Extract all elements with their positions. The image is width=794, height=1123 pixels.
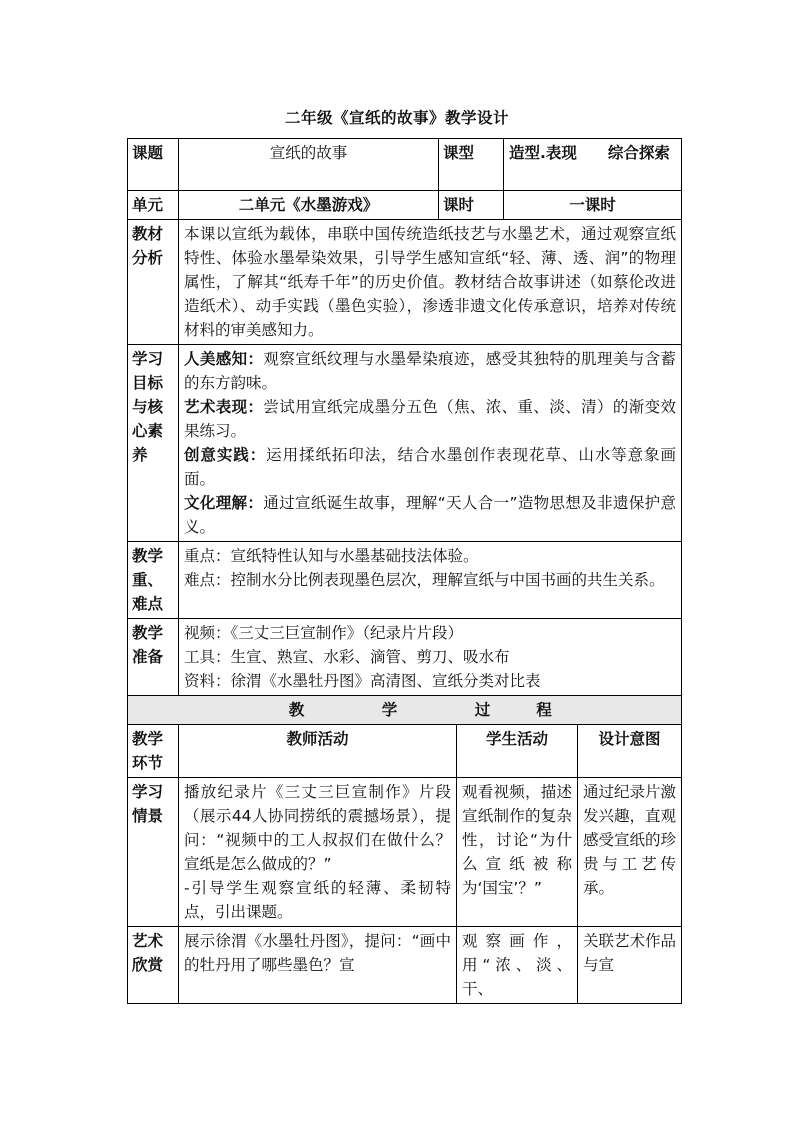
goals-list [179,345,682,542]
hours-label: 课时 [439,191,504,220]
prep-item: 工具：生宣、熟宣、水彩、滴管、剪刀、吸水布 [184,648,510,666]
analysis-text: 本课以宣纸为载体，串联中国传统造纸技艺与水墨艺术，通过观察宣纸特性、体验水墨晕染效果，引导学生感知宣纸“轻、薄、透、润”的物理属性，了解其“纸寿千年”的历史价值。教材结合故事讲述（如蔡伦改进造纸术）、动手实践（墨色实验），渗透非遗文化传承意识，培养对传统材料的审美感知力。 [179,220,682,345]
goals-label: 学习目标与核心素养 [128,345,179,542]
topic-value: 宣纸的故事 [179,139,439,191]
table-row [128,778,682,927]
goal-item: 文化理解：通过宣纸诞生故事，理解“天人合一”造物思想及非遗保护意义。 [184,494,677,536]
analysis-row [128,220,682,345]
process-title: 教 学 过 程 [128,696,682,725]
student-cell: 观察画作，用“浓、淡、干、 [457,927,578,1004]
topic-row [128,139,682,191]
unit-row [128,191,682,220]
intent-cell: 关联艺术作品与宣 [578,927,682,1004]
teacher-cell: 播放纪录片《三丈三巨宣制作》片段（展示44人协同捞纸的震撼场景），提问：“视频中的工人叔叔们在做什么？宣纸是怎么做成的？” -引导学生观察宣纸的轻薄、柔韧特点，引出课题。 [179,778,457,927]
keypoints-text [179,542,682,619]
page-title: 二年级《宣纸的故事》教学设计 [284,109,509,127]
type-value: 造型.表现 综合探索 [504,139,682,191]
stage-cell: 艺术欣赏 [128,927,179,1004]
prep-list [179,619,682,696]
intent-header: 设计意图 [578,725,682,778]
student-cell: 观看视频，描述宣纸制作的复杂性，讨论“为什么宣纸被称为‘国宝’？” [457,778,578,927]
topic-label: 课题 [128,139,179,191]
lesson-plan-table [127,138,682,725]
goal-item: 人美感知：观察宣纸纹理与水墨晕染痕迹，感受其独特的肌理美与含蓄的东方韵味。 [184,350,676,392]
unit-label: 单元 [128,191,179,220]
process-table [127,724,682,1004]
process-title-row [128,696,682,725]
student-header: 学生活动 [457,725,578,778]
unit-value: 二单元《水墨游戏》 [179,191,439,220]
goal-item: 艺术表现：尝试用宣纸完成墨分五色（焦、浓、重、淡、清）的渐变效果练习。 [184,398,676,440]
analysis-label: 教材分析 [128,220,179,345]
table-row [128,927,682,1004]
type-label: 课型 [439,139,504,191]
prep-row [128,619,682,696]
teacher-header: 教师活动 [179,725,457,778]
prep-label: 教学准备 [128,619,179,696]
prep-item: 资料：徐渭《水墨牡丹图》高清图、宣纸分类对比表 [184,672,541,690]
stage-header: 教学环节 [128,725,179,778]
process-header-row [128,725,682,778]
keypoints-label: 教学重、难点 [128,542,179,619]
key-point: 重点：宣纸特性认知与水墨基础技法体验。 [184,547,479,565]
goal-item: 创意实践：运用揉纸拓印法，结合水墨创作表现花草、山水等意象画面。 [184,446,676,488]
stage-cell: 学习情景 [128,778,179,927]
intent-cell: 通过纪录片激发兴趣，直观感受宣纸的珍贵与工艺传承。 [578,778,682,927]
prep-item: 视频：《三丈三巨宣制作》（纪录片片段） [184,624,464,642]
difficult-point: 难点：控制水分比例表现墨色层次，理解宣纸与中国书画的共生关系。 [184,571,665,589]
keypoints-row [128,542,682,619]
teacher-cell: 展示徐渭《水墨牡丹图》，提问：“画中的牡丹用了哪些墨色？宣 [179,927,457,1004]
hours-value: 一课时 [504,191,682,220]
goals-row [128,345,682,542]
